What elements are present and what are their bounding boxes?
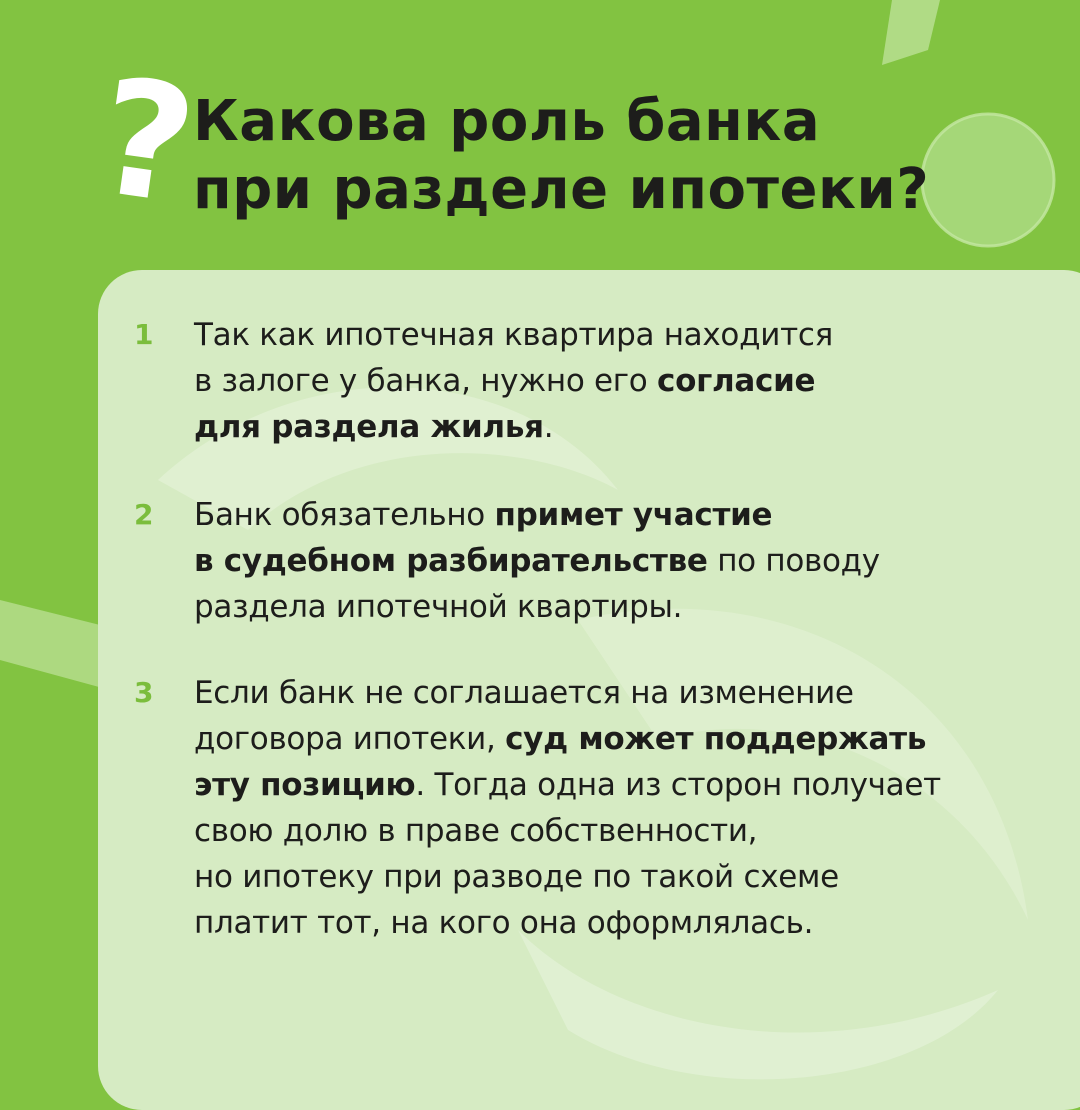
text-line: Так как ипотечная квартира находится xyxy=(194,317,833,353)
item-number: 1 xyxy=(134,318,154,351)
text-fragment: договора ипотеки, xyxy=(194,721,506,757)
item-number: 2 xyxy=(134,498,154,531)
text-fragment: . Тогда одна из сторон получает xyxy=(415,767,941,803)
title-line-1: Какова роль банка xyxy=(193,89,821,154)
text-line: раздела ипотечной квартиры. xyxy=(194,589,683,625)
text-fragment: в залоге у банка, нужно его xyxy=(194,363,658,399)
text-emphasis: суд может поддержать xyxy=(505,721,927,757)
text-line: но ипотеку при разводе по такой схеме xyxy=(194,859,839,895)
question-mark-icon: ? xyxy=(87,42,206,241)
text-fragment: по поводу xyxy=(707,543,880,579)
text-line xyxy=(194,762,974,808)
text-fragment: . xyxy=(543,409,554,445)
title-line-2: при разделе ипотеки? xyxy=(193,157,930,222)
item-number: 3 xyxy=(134,676,154,709)
text-line: Если банк не соглашается на изменение xyxy=(194,675,854,711)
content-card xyxy=(98,270,1080,1110)
text-line: свою долю в праве собственности, xyxy=(194,813,758,849)
text-line xyxy=(194,716,974,762)
text-line xyxy=(194,358,974,404)
text-line xyxy=(194,492,974,538)
text-emphasis: примет участие xyxy=(494,497,773,533)
text-fragment: Банк обязательно xyxy=(194,497,495,533)
text-emphasis: согласие xyxy=(657,363,816,399)
text-emphasis: в судебном разбирательстве xyxy=(194,543,708,579)
item-text xyxy=(194,312,974,450)
decorative-shard-top xyxy=(870,0,950,70)
text-emphasis: эту позицию xyxy=(194,767,416,803)
text-line xyxy=(194,404,974,450)
item-text xyxy=(194,492,974,630)
text-emphasis: для раздела жилья xyxy=(194,409,544,445)
text-line xyxy=(194,538,974,584)
text-line: платит тот, на кого она оформлялась. xyxy=(194,905,814,941)
item-text xyxy=(194,670,974,946)
page-title xyxy=(193,88,993,224)
